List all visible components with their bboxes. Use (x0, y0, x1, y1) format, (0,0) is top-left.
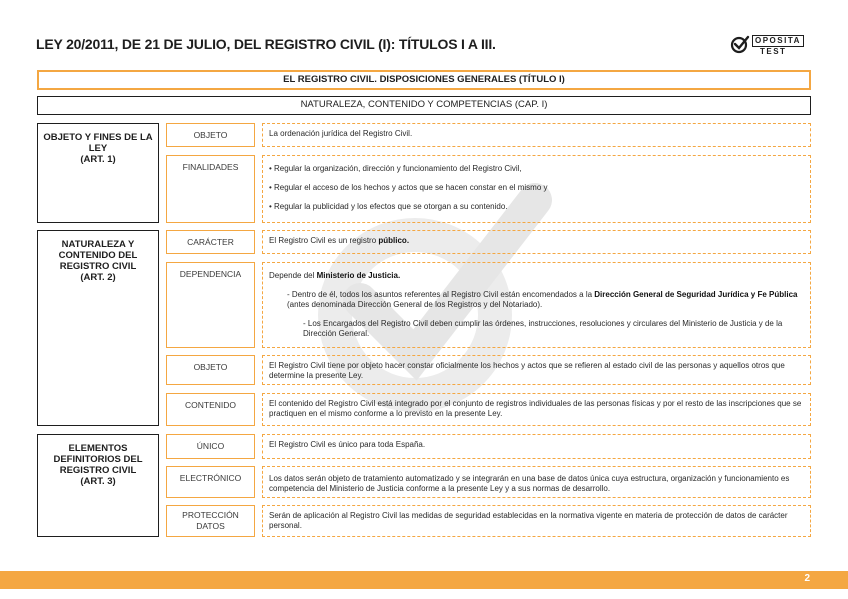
key-dependencia: DEPENDENCIA (166, 262, 255, 348)
key-finalidades: FINALIDADES (166, 155, 255, 223)
section-elementos (37, 434, 159, 537)
page-title: LEY 20/2011, DE 21 DE JULIO, DEL REGISTRO CIVIL (I): TÍTULOS I A III. (36, 36, 496, 52)
section-naturaleza (37, 230, 159, 426)
key-electronico: ELECTRÓNICO (166, 466, 255, 498)
key-objeto-registro: OBJETO (166, 355, 255, 385)
page-number: 2 (804, 573, 810, 584)
caracter-text: El Registro Civil es un registro (269, 236, 379, 245)
section-objeto-fines (37, 123, 159, 223)
section-title: OBJETO Y FINES DE LA LEY (43, 132, 153, 154)
dependencia-sub2: - Los Encargados del Registro Civil deben cumplir las órdenes, instrucciones, resoluciones y circulares del Ministerio de Justicia y de la Dirección General. (303, 319, 783, 338)
value-unico: El Registro Civil es único para toda España. (262, 434, 811, 459)
key-contenido: CONTENIDO (166, 393, 255, 426)
logo-line1: OPOSITA (752, 35, 804, 46)
dependencia-sub1: - Dentro de él, todos los asuntos referentes al Registro Civil están encomendados a la (287, 290, 595, 299)
section-title: NATURALEZA Y CONTENIDO DEL REGISTRO CIVIL (58, 239, 138, 272)
section-art: (ART. 1) (80, 154, 116, 165)
key-objeto: OBJETO (166, 123, 255, 147)
value-objeto-registro: El Registro Civil tiene por objeto hacer constar oficialmente los hechos y actos que se refieren al estado civil de las personas y aquellos otros que determine la presente Ley. (262, 355, 811, 385)
footer-bar (0, 571, 848, 589)
caracter-bold: público. (378, 236, 410, 245)
dependencia-text: Depende del (269, 271, 317, 280)
logo-text (752, 35, 804, 57)
section-art: (ART. 2) (80, 272, 116, 283)
value-finalidades (262, 155, 811, 223)
key-unico: ÚNICO (166, 434, 255, 459)
dependencia-sub1-bold: Dirección General de Seguridad Jurídica y Fe Pública (594, 290, 798, 299)
check-circle-icon (730, 34, 750, 54)
value-electronico: Los datos serán objeto de tratamiento automatizado y se integrarán en una base de datos única cuya estructura, organización y funcionamiento es competencia del Ministerio de Justicia conforme a la presente Ley y a sus normas de desarrollo. (262, 466, 811, 498)
value-contenido: El contenido del Registro Civil está integrado por el conjunto de registros individuales de las personas físicas y por el resto de las inscripciones que se practiquen en el mismo conforme a lo previsto en la presente Ley. (262, 393, 811, 426)
dependencia-sub1-post: (antes denominada Dirección General de los Registros y del Notariado). (287, 300, 543, 309)
chapter-banner: EL REGISTRO CIVIL. DISPOSICIONES GENERALES (TÍTULO I) (37, 70, 811, 90)
section-title: ELEMENTOS DEFINITORIOS DEL REGISTRO CIVIL (53, 443, 143, 476)
value-caracter (262, 230, 811, 254)
key-caracter: CARÁCTER (166, 230, 255, 254)
oposita-logo (730, 34, 814, 58)
logo-line2: TEST (752, 46, 804, 57)
chapter-subbanner: NATURALEZA, CONTENIDO Y COMPETENCIAS (CAP. I) (37, 96, 811, 115)
dependencia-bold: Ministerio de Justicia. (316, 271, 401, 280)
value-proteccion: Serán de aplicación al Registro Civil las medidas de seguridad establecidas en la normativa vigente en materia de protección de datos de carácter personal. (262, 505, 811, 537)
list-item: • Regular el acceso de los hechos y actos que se hacen constar en el mismo y (269, 183, 548, 192)
section-art: (ART. 3) (80, 476, 116, 487)
list-item: • Regular la publicidad y los efectos que se otorgan a su contenido. (269, 202, 508, 211)
list-item: • Regular la organización, dirección y funcionamiento del Registro Civil, (269, 164, 522, 173)
key-proteccion: PROTECCIÓN DATOS (166, 505, 255, 537)
value-objeto: La ordenación jurídica del Registro Civil. (262, 123, 811, 147)
value-dependencia (262, 262, 811, 348)
